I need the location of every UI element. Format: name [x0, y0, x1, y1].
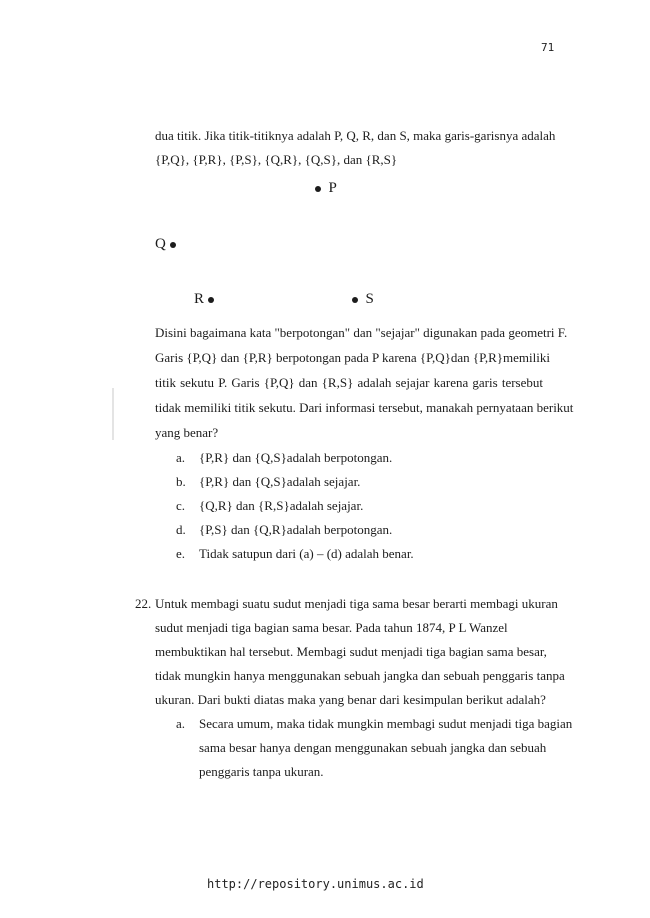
question-22-line-5: ukuran. Dari bukti diatas maka yang benar dari kesimpulan berikut adalah? — [155, 692, 546, 707]
question-22-line-4: tidak mungkin hanya menggunakan sebuah jangka dan sebuah penggaris tanpa — [155, 668, 565, 683]
question-22-option-letter: a. — [176, 716, 186, 731]
question-22-option-line-3: penggaris tanpa ukuran. — [199, 764, 324, 779]
dot-icon — [315, 186, 321, 192]
option-letter: e. — [176, 546, 186, 561]
option-text: {P,R} dan {Q,S}adalah sejajar. — [199, 474, 361, 489]
dot-icon — [208, 297, 214, 303]
dot-icon — [170, 242, 176, 248]
question-22-number: 22. — [135, 596, 152, 611]
option-text: {Q,R} dan {R,S}adalah sejajar. — [199, 498, 364, 513]
footer-url: http://repository.unimus.ac.id — [207, 877, 424, 891]
point-s-label: S — [365, 291, 374, 307]
point-q — [155, 236, 176, 253]
question-22-option-line-2: sama besar hanya dengan menggunakan sebuah jangka dan sebuah — [199, 740, 547, 755]
paragraph-line-1: Disini bagaimana kata "berpotongan" dan "sejajar" digunakan pada geometri F. — [155, 325, 568, 340]
paragraph-line-2: Garis {P,Q} dan {P,R} berpotongan pada P karena {P,Q}dan {P,R}memiliki — [155, 350, 550, 365]
question-22-option-line-1: Secara umum, maka tidak mungkin membagi sudut menjadi tiga bagian — [199, 716, 573, 731]
option-letter: a. — [176, 450, 186, 465]
point-r — [194, 291, 214, 308]
option-text: {P,R} dan {Q,S}adalah berpotongan. — [199, 450, 393, 465]
point-q-label: Q — [155, 236, 166, 252]
question-22-line-2: sudut menjadi tiga bagian sama besar. Pada tahun 1874, P L Wanzel — [155, 620, 508, 635]
paragraph-line-3: titik sekutu P. Garis {P,Q} dan {R,S} adalah sejajar karena garis tersebut — [155, 375, 543, 390]
option-text: {P,S} dan {Q,R}adalah berpotongan. — [199, 522, 393, 537]
point-r-label: R — [194, 291, 205, 307]
dot-icon — [352, 297, 358, 303]
point-s — [352, 291, 374, 308]
paragraph-line-5: yang benar? — [155, 425, 219, 440]
point-p — [315, 180, 337, 197]
scan-artifact — [112, 388, 114, 440]
option-letter: c. — [176, 498, 186, 513]
option-letter: b. — [176, 474, 186, 489]
paragraph-line-4: tidak memiliki titik sekutu. Dari informasi tersebut, manakah pernyataan berikut — [155, 400, 574, 415]
point-p-label: P — [328, 180, 337, 196]
intro-line-2: {P,Q}, {P,R}, {P,S}, {Q,R}, {Q,S}, dan {R,S} — [155, 152, 398, 167]
intro-line-1: dua titik. Jika titik-titiknya adalah P, Q, R, dan S, maka garis-garisnya adalah — [155, 128, 556, 143]
question-22-line-3: membuktikan hal tersebut. Membagi sudut menjadi tiga bagian sama besar, — [155, 644, 547, 659]
option-text: Tidak satupun dari (a) – (d) adalah benar. — [199, 546, 414, 561]
question-22-line-1: Untuk membagi suatu sudut menjadi tiga sama besar berarti membagi ukuran — [155, 596, 558, 611]
page-number: 71 — [541, 41, 555, 54]
option-letter: d. — [176, 522, 186, 537]
